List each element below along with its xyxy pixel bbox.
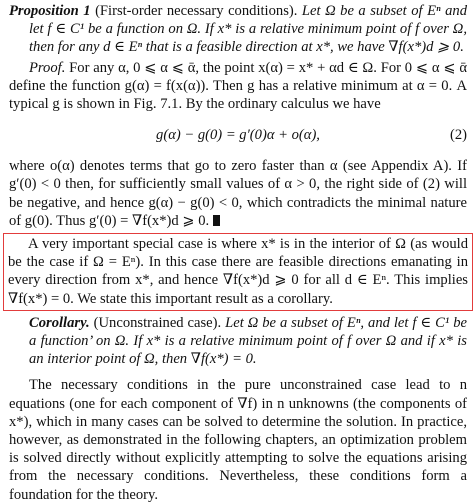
proposition-statement: Let Ω be a subset of Eⁿ and let f ∈ C¹ be a function on Ω. If x* is a relative minimum point of f over Ω, then for any d ∈ Eⁿ that is a feasible direction at x*, we have ∇f(x*)d ⩾ 0. (29, 3, 467, 56)
equation-number: (2) (449, 127, 467, 144)
corollary-label: Corollary. (29, 314, 90, 331)
proof-label: Proof. (29, 59, 66, 76)
proposition-title: (First-order necessary conditions). (95, 3, 298, 19)
proof-continuation (9, 157, 467, 230)
highlighted-paragraph-box (3, 233, 473, 311)
text-page (9, 2, 467, 504)
proposition-paragraph (9, 2, 467, 57)
corollary-paragraph (9, 314, 467, 369)
highlighted-paragraph: A very important special case is where x* is in the interior of Ω (as would be the case if Ω = Eⁿ). In this case there are feasible directions emanating in every direction from x*, and hence ∇f(x*)d ⩾ 0 for all d ∈ Eⁿ. This implies ∇f(x*) = 0. We state this important result as a corollary. (8, 236, 468, 307)
corollary-statement: Let Ω be a subset of Eⁿ, and let f ∈ C¹ be a function’ on Ω. If x* is a relative minimum point of f over Ω and if x* is an interior point of Ω, then ∇f(x*) = 0. (29, 314, 467, 368)
qed-square-icon (213, 215, 220, 226)
closing-paragraph: The necessary conditions in the pure unconstrained case lead to n equations (one for each component of ∇f) in n unknowns (the components of x*), which in many cases can be solved to determine the solution. In practice, however, as demonstrated in the following chapters, an optimization problem is solved directly without explicitly attempting to solve the equations arising from the necessary conditions. Nevertheless, these conditions form a foundation for the theory. (9, 377, 467, 503)
corollary-title: (Unconstrained case). (93, 314, 222, 331)
equation-2 (9, 117, 467, 153)
proposition-label: Proposition 1 (9, 3, 91, 19)
equation-body: g(α) − g(0) = g′(0)α + o(α), (156, 127, 320, 144)
proof-paragraph (9, 59, 467, 114)
proof-text-2: where o(α) denotes terms that go to zero faster than α (see Appendix A). If g′(0) < 0 then, for sufficiently small values of α > 0, the right side of (2) will be negative, and hence g(α) − g(0) < 0, which contradicts the minimal nature of g(0). Thus g′(0) = ∇f(x*)d ⩾ 0. (9, 158, 467, 229)
proof-text-1: For any α, 0 ⩽ α ⩽ ᾱ, the point x(α) = x* + αd ∈ Ω. For 0 ⩽ α ⩽ ᾱ define the function g(α) = f(x(α)). Then g has a relative minimum at α = 0. A typical g is shown in Fig. 7.1. By the ordinary calculus we have (9, 59, 467, 113)
